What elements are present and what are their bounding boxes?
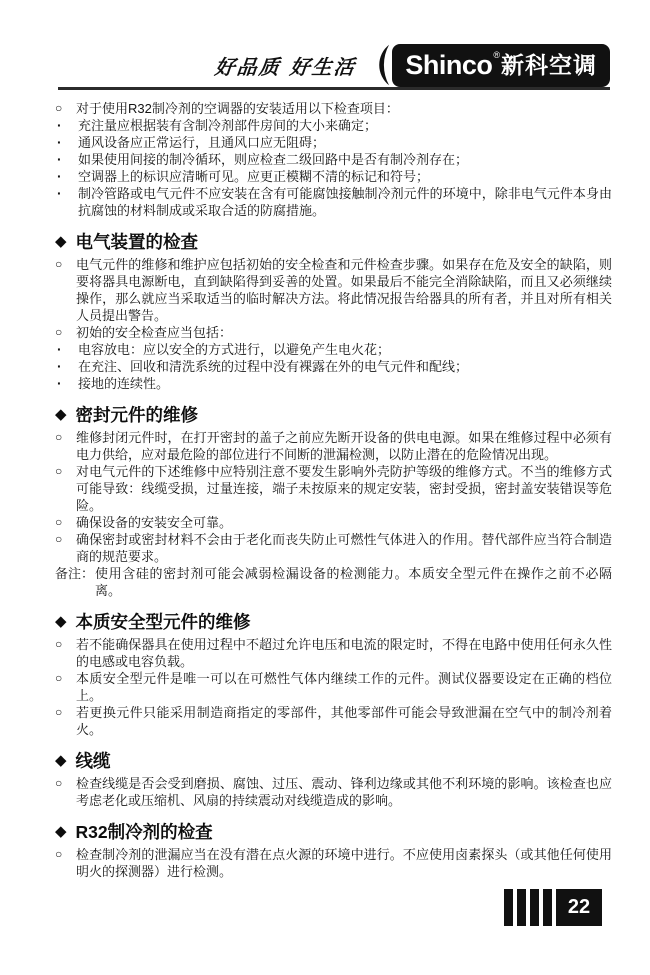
dot-bullet: · bbox=[57, 134, 62, 150]
section-title bbox=[55, 821, 612, 843]
list-item bbox=[55, 514, 612, 531]
intro-checklist bbox=[55, 100, 612, 219]
page-number: 22 bbox=[567, 896, 591, 918]
section-r32-check bbox=[55, 821, 612, 880]
list-item bbox=[55, 531, 612, 565]
page-number-badge bbox=[556, 889, 602, 926]
list-item-text: 初始的安全检查应当包括： bbox=[76, 325, 233, 340]
dot-bullet: · bbox=[57, 341, 62, 357]
circle-bullet: ○ bbox=[55, 430, 63, 444]
list-item-text: 确保密封或密封材料不会由于老化而丧失防止可燃性气体进入的作用。替代部件应当符合制造商的规范要求。 bbox=[76, 532, 612, 564]
brand-name-cn: 新科空调 bbox=[501, 51, 597, 78]
list-item-text: 确保设备的安装安全可靠。 bbox=[76, 515, 233, 530]
footer-bars-decoration bbox=[504, 889, 556, 926]
list-item bbox=[55, 256, 612, 324]
list-item-text: 制冷管路或电气元件不应安装在含有可能腐蚀接触制冷剂元件的环境中，除非电气元件本身由抗腐蚀的材料制成或采取合适的防腐措施。 bbox=[78, 186, 612, 218]
dot-bullet: · bbox=[57, 117, 62, 133]
dot-bullet: · bbox=[57, 375, 62, 391]
list-item-text: 维修封闭元件时，在打开密封的盖子之前应先断开设备的供电电源。如果在维修过程中必须有电力供给，应对最危险的部位进行不间断的泄漏检测，以防止潜在的危险情况出现。 bbox=[76, 430, 612, 462]
footer-bar bbox=[504, 889, 513, 926]
note-item bbox=[55, 565, 612, 599]
circle-bullet: ○ bbox=[55, 847, 63, 861]
circle-bullet: ○ bbox=[55, 101, 63, 115]
list-item-text: 空调器上的标识应清晰可见。应更正模糊不清的标记和符号； bbox=[78, 169, 430, 184]
section-intrinsically-safe bbox=[55, 611, 612, 738]
list-item bbox=[55, 185, 612, 219]
list-item bbox=[55, 168, 612, 185]
section-title bbox=[55, 231, 612, 253]
section-title bbox=[55, 404, 612, 426]
section-title-text: 本质安全型元件的维修 bbox=[75, 612, 251, 632]
registered-mark-icon: ® bbox=[493, 50, 500, 60]
circle-bullet: ○ bbox=[55, 257, 63, 271]
list-item bbox=[55, 117, 612, 134]
circle-bullet: ○ bbox=[55, 532, 63, 546]
brand-slogan: 好品质 好生活 bbox=[213, 54, 358, 79]
section-title-text: 电气装置的检查 bbox=[75, 232, 199, 252]
list-item-text: 对于使用R32制冷剂的空调器的安装适用以下检查项目： bbox=[76, 101, 399, 116]
list-item-text: 在充注、回收和清洗系统的过程中没有裸露在外的电气元件和配线； bbox=[78, 359, 469, 374]
list-item bbox=[55, 846, 612, 880]
section-title-text: R32制冷剂的检查 bbox=[75, 822, 213, 842]
list-item bbox=[55, 324, 612, 341]
diamond-icon: ◆ bbox=[55, 613, 67, 630]
note-text: 使用含硅的密封剂可能会减弱检漏设备的检测能力。本质安全型元件在操作之前不必隔离。 bbox=[95, 566, 612, 598]
list-item bbox=[55, 775, 612, 809]
circle-bullet: ○ bbox=[55, 637, 63, 651]
footer-bar bbox=[530, 889, 539, 926]
dot-bullet: · bbox=[57, 151, 62, 167]
list-item-text: 电气元件的维修和维护应包括初始的安全检查和元件检查步骤。如果存在危及安全的缺陷，则要将器具电源断电，直到缺陷得到妥善的处置。如果最后不能完全消除缺陷，而且又必须继续操作，那么就应当采取适当的临时解决方法。将此情况报告给器具的所有者，并且对所有相关人员提出警告。 bbox=[76, 257, 612, 323]
circle-bullet: ○ bbox=[55, 705, 63, 719]
dot-bullet: · bbox=[57, 185, 62, 201]
section-title bbox=[55, 750, 612, 772]
section-sealed-components bbox=[55, 404, 612, 599]
manual-page-content bbox=[55, 100, 612, 880]
footer-bar bbox=[517, 889, 526, 926]
section-title-text: 线缆 bbox=[75, 751, 111, 771]
list-item-text: 若不能确保器具在使用过程中不超过允许电压和电流的限定时，不得在电路中使用任何永久性的电感或电容负载。 bbox=[76, 637, 612, 669]
list-item bbox=[55, 151, 612, 168]
list-item-text: 对电气元件的下述维修中应特别注意不要发生影响外壳防护等级的维修方式。不当的维修方式可能导致：线缆受损，过量连接，端子未按原来的规定安装，密封受损，密封盖安装错误等危险。 bbox=[76, 464, 612, 513]
note-label: 备注： bbox=[55, 566, 95, 581]
dot-bullet: · bbox=[57, 358, 62, 374]
diamond-icon: ◆ bbox=[55, 406, 67, 423]
list-item-text: 检查线缆是否会受到磨损、腐蚀、过压、震动、锋利边缘或其他不利环境的影响。该检查也应考虑老化或压缩机、风扇的持续震动对线缆造成的影响。 bbox=[76, 776, 612, 808]
list-item-text: 接地的连续性。 bbox=[78, 376, 170, 391]
circle-bullet: ○ bbox=[55, 515, 63, 529]
list-item-text: 通风设备应正常运行，且通风口应无阻碍； bbox=[78, 135, 326, 150]
header-divider bbox=[58, 87, 610, 90]
section-electrical-check bbox=[55, 231, 612, 392]
list-item-text: 检查制冷剂的泄漏应当在没有潜在点火源的环境中进行。不应使用卤素探头（或其他任何使用明火的探测器）进行检测。 bbox=[76, 847, 612, 879]
list-item bbox=[55, 341, 612, 358]
dot-bullet: · bbox=[57, 168, 62, 184]
list-item bbox=[55, 358, 612, 375]
list-item-text: 本质安全型元件是唯一可以在可燃性气体内继续工作的元件。测试仪器要设定在正确的档位上。 bbox=[76, 671, 612, 703]
list-item-text: 电容放电：应以安全的方式进行，以避免产生电火花； bbox=[78, 342, 391, 357]
list-item-text: 充注量应根据装有含制冷剂部件房间的大小来确定； bbox=[78, 118, 378, 133]
list-item bbox=[55, 375, 612, 392]
circle-bullet: ○ bbox=[55, 776, 63, 790]
circle-bullet: ○ bbox=[55, 325, 63, 339]
circle-bullet: ○ bbox=[55, 671, 63, 685]
brand-badge bbox=[366, 43, 610, 87]
diamond-icon: ◆ bbox=[55, 233, 67, 250]
list-item-text: 若更换元件只能采用制造商指定的零部件，其他零部件可能会导致泄漏在空气中的制冷剂着火。 bbox=[76, 705, 612, 737]
list-item bbox=[55, 463, 612, 514]
swoosh-icon bbox=[366, 43, 390, 87]
section-title bbox=[55, 611, 612, 633]
section-title-text: 密封元件的维修 bbox=[75, 405, 199, 425]
diamond-icon: ◆ bbox=[55, 823, 67, 840]
list-item bbox=[55, 670, 612, 704]
list-item bbox=[55, 704, 612, 738]
section-cables bbox=[55, 750, 612, 809]
list-item bbox=[55, 636, 612, 670]
list-item bbox=[55, 134, 612, 151]
list-item bbox=[55, 429, 612, 463]
diamond-icon: ◆ bbox=[55, 752, 67, 769]
circle-bullet: ○ bbox=[55, 464, 63, 478]
page-header bbox=[0, 42, 610, 88]
list-item bbox=[55, 100, 612, 117]
brand-logo bbox=[392, 44, 610, 87]
footer-bar bbox=[543, 889, 552, 926]
page-footer bbox=[504, 889, 602, 926]
brand-name-en: Shinco bbox=[405, 49, 493, 80]
list-item-text: 如果使用间接的制冷循环，则应检查二级回路中是否有制冷剂存在； bbox=[78, 152, 469, 167]
